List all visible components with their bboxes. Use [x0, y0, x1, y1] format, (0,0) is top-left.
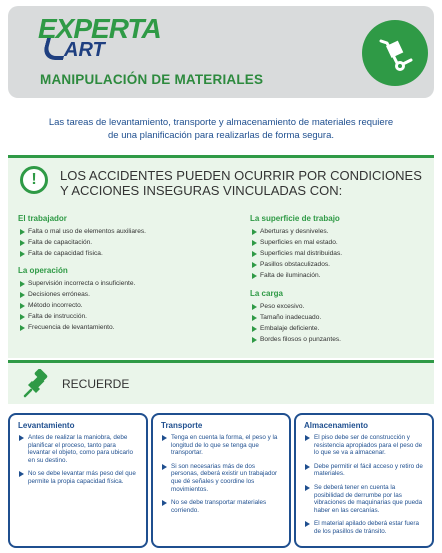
pushpin-icon: [22, 369, 52, 404]
list-item: Método incorrecto.: [18, 300, 135, 311]
card-levantamiento: [8, 413, 148, 548]
header-banner: [8, 6, 434, 98]
accidents-heading: [60, 168, 422, 198]
group-title: La operación: [18, 266, 68, 275]
page-title: MANIPULACIÓN DE MATERIALES: [40, 72, 264, 87]
group-la-carga: [250, 289, 341, 345]
list-item: Superficies mal distribuidas.: [250, 248, 342, 259]
list-item: El piso debe ser de construcción y resistencia apropiados para el peso de lo que se va a almacenar.: [304, 434, 424, 457]
card-transporte: [151, 413, 291, 548]
group-title: La superficie de trabajo: [250, 214, 340, 223]
hand-truck-icon: [362, 20, 428, 86]
list-item: El material apilado deberá estar fuera de los pasillos de tránsito.: [304, 520, 424, 535]
intro-line-2: de una planificación para realizarlas de forma segura.: [107, 130, 335, 141]
accidents-heading-line-2: Y ACCIONES INSEGURAS VINCULADAS CON:: [60, 183, 343, 198]
list-item: Falta de iluminación.: [250, 270, 342, 281]
intro-line-1: Las tareas de levantamiento, transporte y almacenamiento de materiales requiere: [48, 117, 394, 128]
accidents-section: [8, 155, 434, 358]
list-item: Falta o mal uso de elementos auxiliares.: [18, 226, 146, 237]
group-la-operacion: [18, 266, 135, 333]
exclamation-icon: !: [20, 166, 48, 194]
list-item: Supervisión incorrecta o insuficiente.: [18, 278, 135, 289]
list-item: Bordes filosos o punzantes.: [250, 334, 341, 345]
list-item: Falta de instrucción.: [18, 311, 135, 322]
group-title: El trabajador: [18, 214, 67, 223]
list-item: No se debe transportar materiales corriendo.: [161, 499, 281, 514]
logo-main-text: EXPERTA: [38, 13, 161, 44]
list-item: Debe permitir el fácil acceso y retiro de materiales.: [304, 463, 424, 478]
group-title: La carga: [250, 289, 283, 298]
list-item: Pasillos obstaculizados.: [250, 259, 342, 270]
list-item: Falta de capacitación.: [18, 237, 146, 248]
list-item: Falta de capacidad física.: [18, 248, 146, 259]
card-almacenamiento: [294, 413, 434, 548]
list-item: Aberturas y desniveles.: [250, 226, 342, 237]
logo-sub-text: ART: [64, 39, 105, 61]
list-item: Peso excesivo.: [250, 301, 341, 312]
accidents-heading-line-1: LOS ACCIDENTES PUEDEN OCURRIR POR CONDICIONES: [60, 168, 422, 183]
remember-section: [8, 360, 434, 404]
list-item: Si son necesarias más de dos personas, deberá existir un trabajador que dé señales y coordine los movimientos.: [161, 463, 281, 493]
list-item: Frecuencia de levantamiento.: [18, 322, 135, 333]
list-item: Antes de realizar la maniobra, debe planificar el proceso, tanto para levantar el objeto, como para ubicarlo en su destino.: [18, 434, 138, 464]
card-title: Levantamiento: [18, 421, 75, 430]
list-item: Decisiones erróneas.: [18, 289, 135, 300]
card-title: Transporte: [161, 421, 203, 430]
list-item: Embalaje deficiente.: [250, 323, 341, 334]
list-item: Tenga en cuenta la forma, el peso y la longitud de lo que se tenga que transportar.: [161, 434, 281, 457]
card-title: Almacenamiento: [304, 421, 369, 430]
remember-heading: RECUERDE: [62, 377, 130, 391]
intro-text: [30, 116, 412, 142]
list-item: No se debe levantar más peso del que permite la propia capacidad física.: [18, 470, 138, 485]
group-el-trabajador: [18, 214, 146, 259]
list-item: Tamaño inadecuado.: [250, 312, 341, 323]
group-la-superficie: [250, 214, 342, 281]
list-item: Superficies en mal estado.: [250, 237, 342, 248]
list-item: Se deberá tener en cuenta la posibilidad de derrumbe por las vibraciones de maquinarias que pueda haber en las cercanías.: [304, 484, 424, 514]
